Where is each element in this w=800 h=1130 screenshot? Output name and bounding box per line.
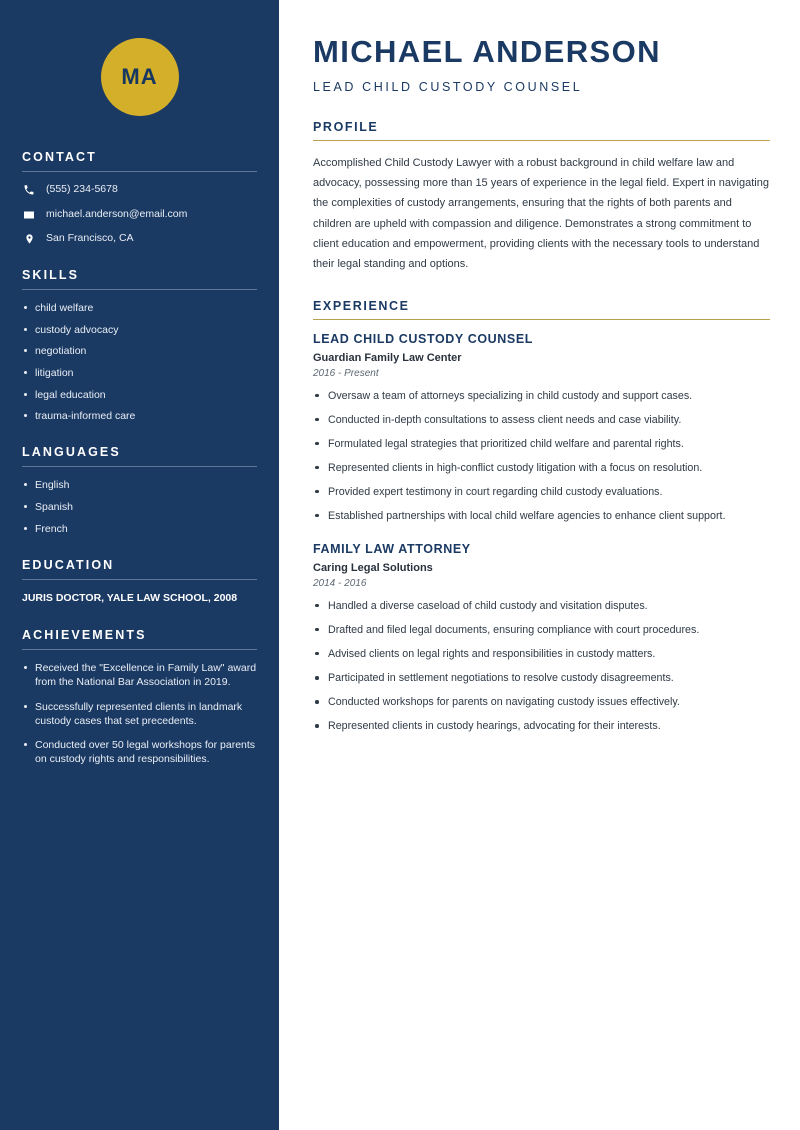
- list-item: Conducted workshops for parents on navigating custody issues effectively.: [313, 694, 770, 710]
- contact-section: [22, 150, 257, 246]
- list-item: litigation: [22, 366, 257, 380]
- experience-section: [313, 299, 770, 735]
- contact-item-phone[interactable]: [22, 183, 257, 197]
- list-item: legal education: [22, 388, 257, 402]
- education-section: [22, 558, 257, 606]
- list-item: Provided expert testimony in court regarding child custody evaluations.: [313, 484, 770, 500]
- contact-email-value: michael.anderson@email.com: [46, 207, 188, 220]
- experience-bullet-list: [313, 388, 770, 524]
- achievements-section-title: ACHIEVEMENTS: [22, 628, 257, 650]
- achievements-list: [22, 661, 257, 766]
- experience-section-title: EXPERIENCE: [313, 299, 770, 320]
- main-content: [279, 0, 800, 1130]
- contact-section-title: CONTACT: [22, 150, 257, 172]
- achievements-section: [22, 628, 257, 766]
- education-section-title: EDUCATION: [22, 558, 257, 580]
- list-item: Drafted and filed legal documents, ensuring compliance with court procedures.: [313, 622, 770, 638]
- experience-dates: 2014 - 2016: [313, 577, 367, 589]
- list-item: trauma-informed care: [22, 409, 257, 423]
- page-title: MICHAEL ANDERSON: [313, 34, 661, 69]
- list-item: Represented clients in custody hearings, advocating for their interests.: [313, 718, 770, 734]
- education-entry: JURIS DOCTOR, YALE LAW SCHOOL, 2008: [22, 591, 238, 604]
- contact-item-location[interactable]: [22, 232, 257, 246]
- experience-bullet-list: [313, 598, 770, 734]
- list-item: Conducted in-depth consultations to assess client needs and case viability.: [313, 412, 770, 428]
- experience-company: Guardian Family Law Center: [313, 351, 462, 364]
- list-item: Conducted over 50 legal workshops for parents on custody rights and responsibilities.: [22, 738, 257, 766]
- experience-job-title: LEAD CHILD CUSTODY COUNSEL: [313, 331, 534, 346]
- list-item: English: [22, 478, 257, 492]
- list-item: French: [22, 522, 257, 536]
- list-item: Advised clients on legal rights and responsibilities in custody matters.: [313, 646, 770, 662]
- list-item: Spanish: [22, 500, 257, 514]
- profile-section: [313, 120, 770, 275]
- phone-icon: [22, 184, 36, 196]
- contact-item-email[interactable]: [22, 208, 257, 222]
- experience-entry: [313, 542, 770, 734]
- skills-list: [22, 301, 257, 424]
- envelope-icon: [22, 209, 36, 221]
- list-item: negotiation: [22, 344, 257, 358]
- list-item: Successfully represented clients in landmark custody cases that set precedents.: [22, 700, 257, 728]
- avatar-container: [22, 38, 257, 116]
- list-item: Handled a diverse caseload of child custody and visitation disputes.: [313, 598, 770, 614]
- contact-location-value: San Francisco, CA: [46, 232, 134, 245]
- experience-job-title: FAMILY LAW ATTORNEY: [313, 541, 471, 556]
- profile-section-title: PROFILE: [313, 120, 770, 141]
- experience-dates: 2016 - Present: [313, 367, 379, 379]
- languages-section: [22, 445, 257, 536]
- languages-list: [22, 478, 257, 536]
- avatar: MA: [101, 38, 179, 116]
- skills-section: [22, 268, 257, 424]
- list-item: Oversaw a team of attorneys specializing in child custody and support cases.: [313, 388, 770, 404]
- contact-phone-value: (555) 234-5678: [46, 183, 118, 195]
- list-item: Established partnerships with local child welfare agencies to enhance client support.: [313, 508, 770, 524]
- list-item: custody advocacy: [22, 323, 257, 337]
- list-item: Received the "Excellence in Family Law" award from the National Bar Association in 2019.: [22, 661, 257, 689]
- profile-text: Accomplished Child Custody Lawyer with a robust background in child welfare law and advocacy, possessing more than 15 years of experience in the legal field. Expert in navigating the complexities of custody arrangements, ensuring that the rights of both parents and children are upheld with compassion and diligence. Demonstrates a strong commitment to client education and empowerment, providing clients with the necessary tools to understand their legal standing and options.: [313, 156, 769, 271]
- list-item: Participated in settlement negotiations to resolve custody disagreements.: [313, 670, 770, 686]
- list-item: child welfare: [22, 301, 257, 315]
- sidebar: [0, 0, 279, 1130]
- list-item: Formulated legal strategies that prioritized child welfare and parental rights.: [313, 436, 770, 452]
- experience-company: Caring Legal Solutions: [313, 561, 433, 574]
- location-pin-icon: [22, 233, 36, 245]
- list-item: Represented clients in high-conflict custody litigation with a focus on resolution.: [313, 460, 770, 476]
- skills-section-title: SKILLS: [22, 268, 257, 290]
- job-headline: LEAD CHILD CUSTODY COUNSEL: [313, 79, 583, 94]
- languages-section-title: LANGUAGES: [22, 445, 257, 467]
- experience-entry: [313, 332, 770, 524]
